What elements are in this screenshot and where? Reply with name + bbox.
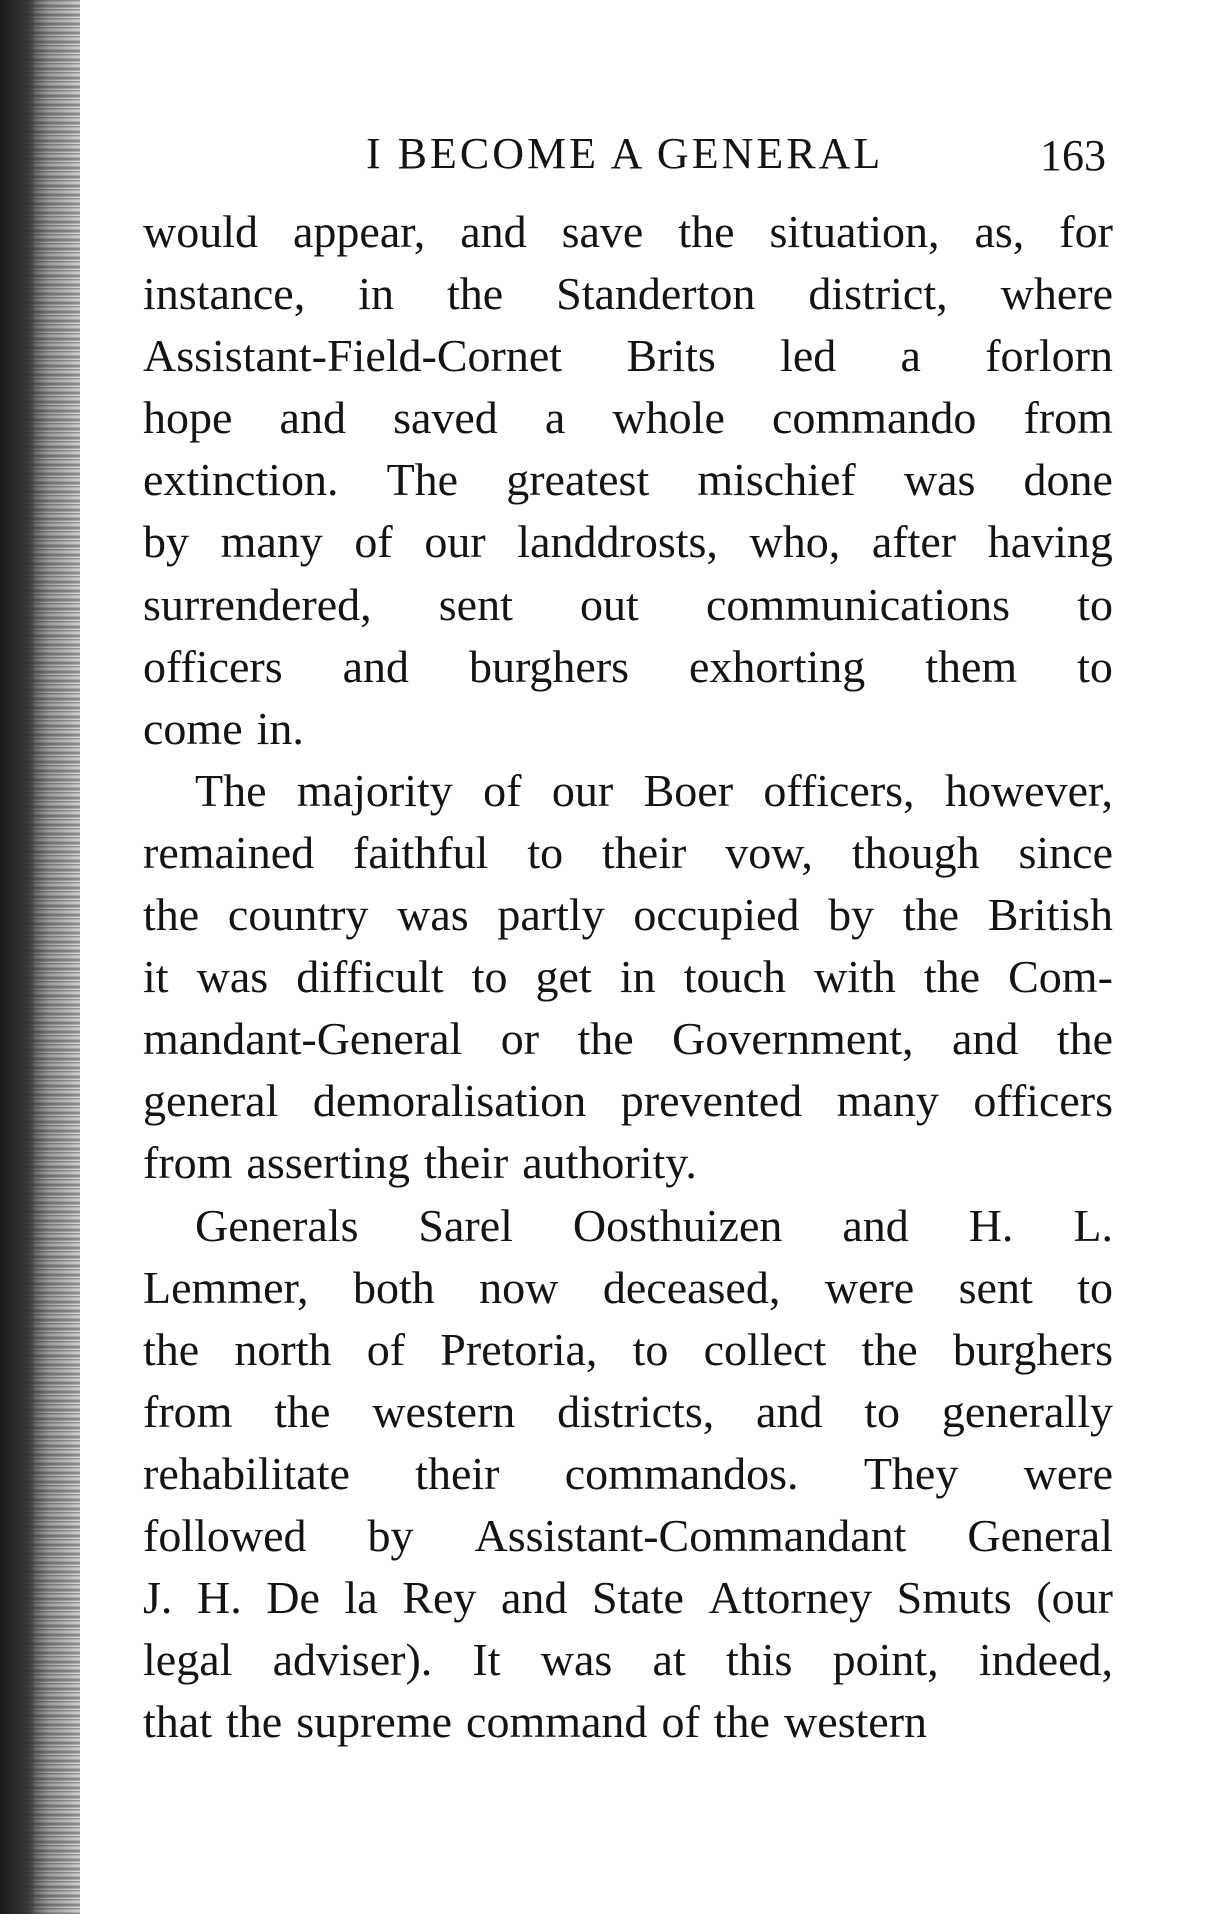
word: the <box>143 889 200 941</box>
word: both <box>352 1261 435 1313</box>
word: They <box>863 1447 959 1499</box>
word: surrendered, <box>143 578 372 630</box>
text-line <box>143 574 1113 636</box>
text-line <box>143 1070 1113 1132</box>
word: majority <box>296 764 453 816</box>
text-line <box>143 511 1113 573</box>
word: greatest <box>506 454 650 506</box>
word: saved <box>393 392 498 444</box>
word: their <box>415 1447 500 1499</box>
word: authority. <box>522 1137 697 1189</box>
word: mischief <box>697 454 856 506</box>
word: the <box>902 889 960 941</box>
word: Brits <box>626 330 716 382</box>
word: Standerton <box>556 268 756 320</box>
running-head: I BECOME A GENERAL <box>366 129 884 178</box>
word: to <box>1077 1261 1113 1313</box>
word: them <box>925 640 1018 692</box>
word: whole <box>612 392 725 444</box>
word: difficult <box>296 951 444 1003</box>
word: commando <box>771 392 977 444</box>
text-line <box>143 636 1113 698</box>
word: commandos. <box>564 1447 799 1499</box>
text-line <box>143 760 1113 822</box>
word: (our <box>1036 1572 1113 1624</box>
word: indeed, <box>978 1634 1113 1686</box>
word: was <box>903 454 976 506</box>
word: our <box>424 516 486 568</box>
word: our <box>551 764 614 816</box>
word: since <box>1018 826 1113 878</box>
word: the <box>1056 1013 1113 1065</box>
word: exhorting <box>689 640 866 692</box>
word: by <box>367 1509 414 1561</box>
word: faithful <box>353 826 489 878</box>
word: and <box>460 206 527 257</box>
word: deceased, <box>602 1261 781 1313</box>
word: were <box>1023 1447 1113 1499</box>
text-line <box>143 449 1113 511</box>
word: the <box>713 1696 770 1748</box>
word: get <box>535 951 592 1003</box>
word: in <box>358 268 394 320</box>
word: L. <box>1073 1199 1113 1251</box>
word: partly <box>497 889 605 941</box>
word: was <box>540 1634 613 1686</box>
word: sent <box>958 1261 1033 1313</box>
word: western <box>783 1696 928 1748</box>
text-line <box>143 1629 1113 1691</box>
word: forlorn <box>985 330 1113 382</box>
word: sent <box>438 578 513 630</box>
word: from <box>143 1137 233 1189</box>
word: Pretoria, <box>440 1323 598 1375</box>
word: the <box>143 1323 200 1375</box>
text-line <box>143 263 1113 325</box>
word: of <box>354 516 393 568</box>
word: however, <box>944 764 1113 816</box>
word: the <box>923 951 981 1003</box>
body-text <box>143 201 1113 1753</box>
word: to <box>471 951 508 1003</box>
word: point, <box>832 1634 939 1686</box>
word: landdrosts, <box>517 516 718 568</box>
word: to <box>1077 640 1113 692</box>
word: Attorney <box>708 1572 873 1624</box>
word: and <box>842 1199 909 1251</box>
word: Government, <box>672 1013 914 1065</box>
word: the <box>274 1385 331 1437</box>
word: of <box>366 1323 406 1375</box>
word: prevented <box>620 1075 803 1127</box>
word: their <box>602 826 687 878</box>
word: instance, <box>143 268 306 320</box>
word: and <box>279 392 346 444</box>
word: the <box>861 1323 918 1375</box>
word: Assistant-Field-Cornet <box>143 330 563 382</box>
word: where <box>1000 268 1113 320</box>
word: H. <box>196 1572 242 1624</box>
word: Rey <box>402 1572 477 1624</box>
word: Com- <box>1008 951 1113 1003</box>
word: and <box>342 640 409 692</box>
word: by <box>143 516 189 568</box>
word: was <box>397 889 469 941</box>
word: country <box>227 889 369 941</box>
word: that <box>143 1696 212 1748</box>
word: Sarel <box>418 1199 513 1251</box>
word: communications <box>705 578 1011 630</box>
word: of <box>661 1696 700 1748</box>
word: having <box>987 516 1113 568</box>
word: the <box>678 206 735 257</box>
word: command <box>466 1696 648 1748</box>
word: legal <box>143 1634 233 1686</box>
word: save <box>561 206 644 257</box>
page-binding-edge <box>0 0 34 1914</box>
word: Generals <box>195 1199 359 1251</box>
word: of <box>483 764 522 816</box>
word: it <box>143 951 169 1003</box>
word: occupied <box>633 889 800 941</box>
word: the <box>446 268 504 320</box>
word: hope <box>143 392 233 444</box>
word: appear, <box>292 206 426 257</box>
word: as, <box>974 206 1025 257</box>
word: who, <box>749 516 841 568</box>
word: or <box>500 1013 540 1065</box>
text-line <box>143 946 1113 1008</box>
word: The <box>386 454 459 506</box>
word: to <box>632 1323 669 1375</box>
word: the <box>225 1696 283 1748</box>
word: for <box>1059 206 1113 257</box>
text-line <box>143 1381 1113 1443</box>
page-number: 163 <box>1040 131 1106 180</box>
text-line <box>143 1319 1113 1381</box>
text-line <box>143 1257 1113 1319</box>
word: burghers <box>468 640 630 692</box>
word: vow, <box>725 826 813 878</box>
word: H. <box>968 1199 1014 1251</box>
word: collect <box>703 1323 827 1375</box>
word: to <box>527 826 564 878</box>
word: Boer <box>643 764 734 816</box>
word: in <box>619 951 656 1003</box>
word: north <box>234 1323 332 1375</box>
word: General <box>967 1509 1113 1561</box>
word: at <box>652 1634 686 1686</box>
word: followed <box>143 1509 307 1561</box>
text-line <box>143 387 1113 449</box>
word: De <box>266 1572 320 1624</box>
word: in. <box>256 702 304 754</box>
word: was <box>196 951 269 1003</box>
text-line <box>143 1567 1113 1629</box>
word: State <box>591 1572 684 1624</box>
text-line <box>143 1132 1113 1194</box>
word: remained <box>143 826 315 878</box>
word: this <box>725 1634 793 1686</box>
word: officers <box>143 640 283 692</box>
word: officers <box>973 1075 1113 1127</box>
word: The <box>195 764 267 816</box>
word: asserting <box>246 1137 410 1189</box>
word: come <box>143 702 243 754</box>
word: many <box>836 1075 939 1127</box>
word: burghers <box>952 1323 1113 1375</box>
word: general <box>143 1075 279 1127</box>
word: J. <box>143 1572 173 1624</box>
word: Oosthuizen <box>572 1199 783 1251</box>
word: were <box>824 1261 915 1313</box>
word: by <box>828 889 875 941</box>
text-line <box>143 698 1113 760</box>
word: from <box>1023 392 1113 444</box>
word: districts, <box>557 1385 715 1437</box>
word: western <box>372 1385 516 1437</box>
word: their <box>423 1137 509 1189</box>
word: after <box>871 516 957 568</box>
word: led <box>780 330 837 382</box>
text-line <box>143 884 1113 946</box>
word: out <box>580 578 639 630</box>
word: mandant-General <box>143 1013 463 1065</box>
word: officers, <box>763 764 915 816</box>
text-line <box>143 1443 1113 1505</box>
word: to <box>1077 578 1113 630</box>
word: Smuts <box>896 1572 1012 1624</box>
word: generally <box>941 1385 1113 1437</box>
word: though <box>851 826 980 878</box>
text-line <box>143 822 1113 884</box>
word: and <box>500 1572 568 1624</box>
word: district, <box>808 268 948 320</box>
text-line <box>143 1691 1113 1753</box>
word: Lemmer, <box>143 1261 309 1313</box>
word: a <box>544 392 566 444</box>
word: and <box>951 1013 1019 1065</box>
text-line <box>143 1505 1113 1567</box>
word: adviser). <box>272 1634 433 1686</box>
word: rehabilitate <box>143 1447 350 1499</box>
word: many <box>220 516 323 568</box>
word: with <box>813 951 896 1003</box>
text-line <box>143 201 1113 263</box>
word: supreme <box>296 1696 453 1748</box>
word: now <box>479 1261 559 1313</box>
word: situation, <box>769 206 940 257</box>
word: extinction. <box>143 454 339 506</box>
word: la <box>344 1572 378 1624</box>
word: touch <box>683 951 786 1003</box>
word: It <box>472 1634 501 1686</box>
word: demoralisation <box>312 1075 587 1127</box>
word: would <box>143 206 258 257</box>
word: a <box>900 330 921 382</box>
text-line <box>143 325 1113 387</box>
word: from <box>143 1385 233 1437</box>
word: British <box>987 889 1113 941</box>
word: done <box>1023 454 1113 506</box>
word: Assistant-Commandant <box>474 1509 907 1561</box>
word: and <box>756 1385 823 1437</box>
text-line <box>143 1008 1113 1070</box>
text-line <box>143 1195 1113 1257</box>
word: to <box>864 1385 901 1437</box>
word: the <box>577 1013 634 1065</box>
